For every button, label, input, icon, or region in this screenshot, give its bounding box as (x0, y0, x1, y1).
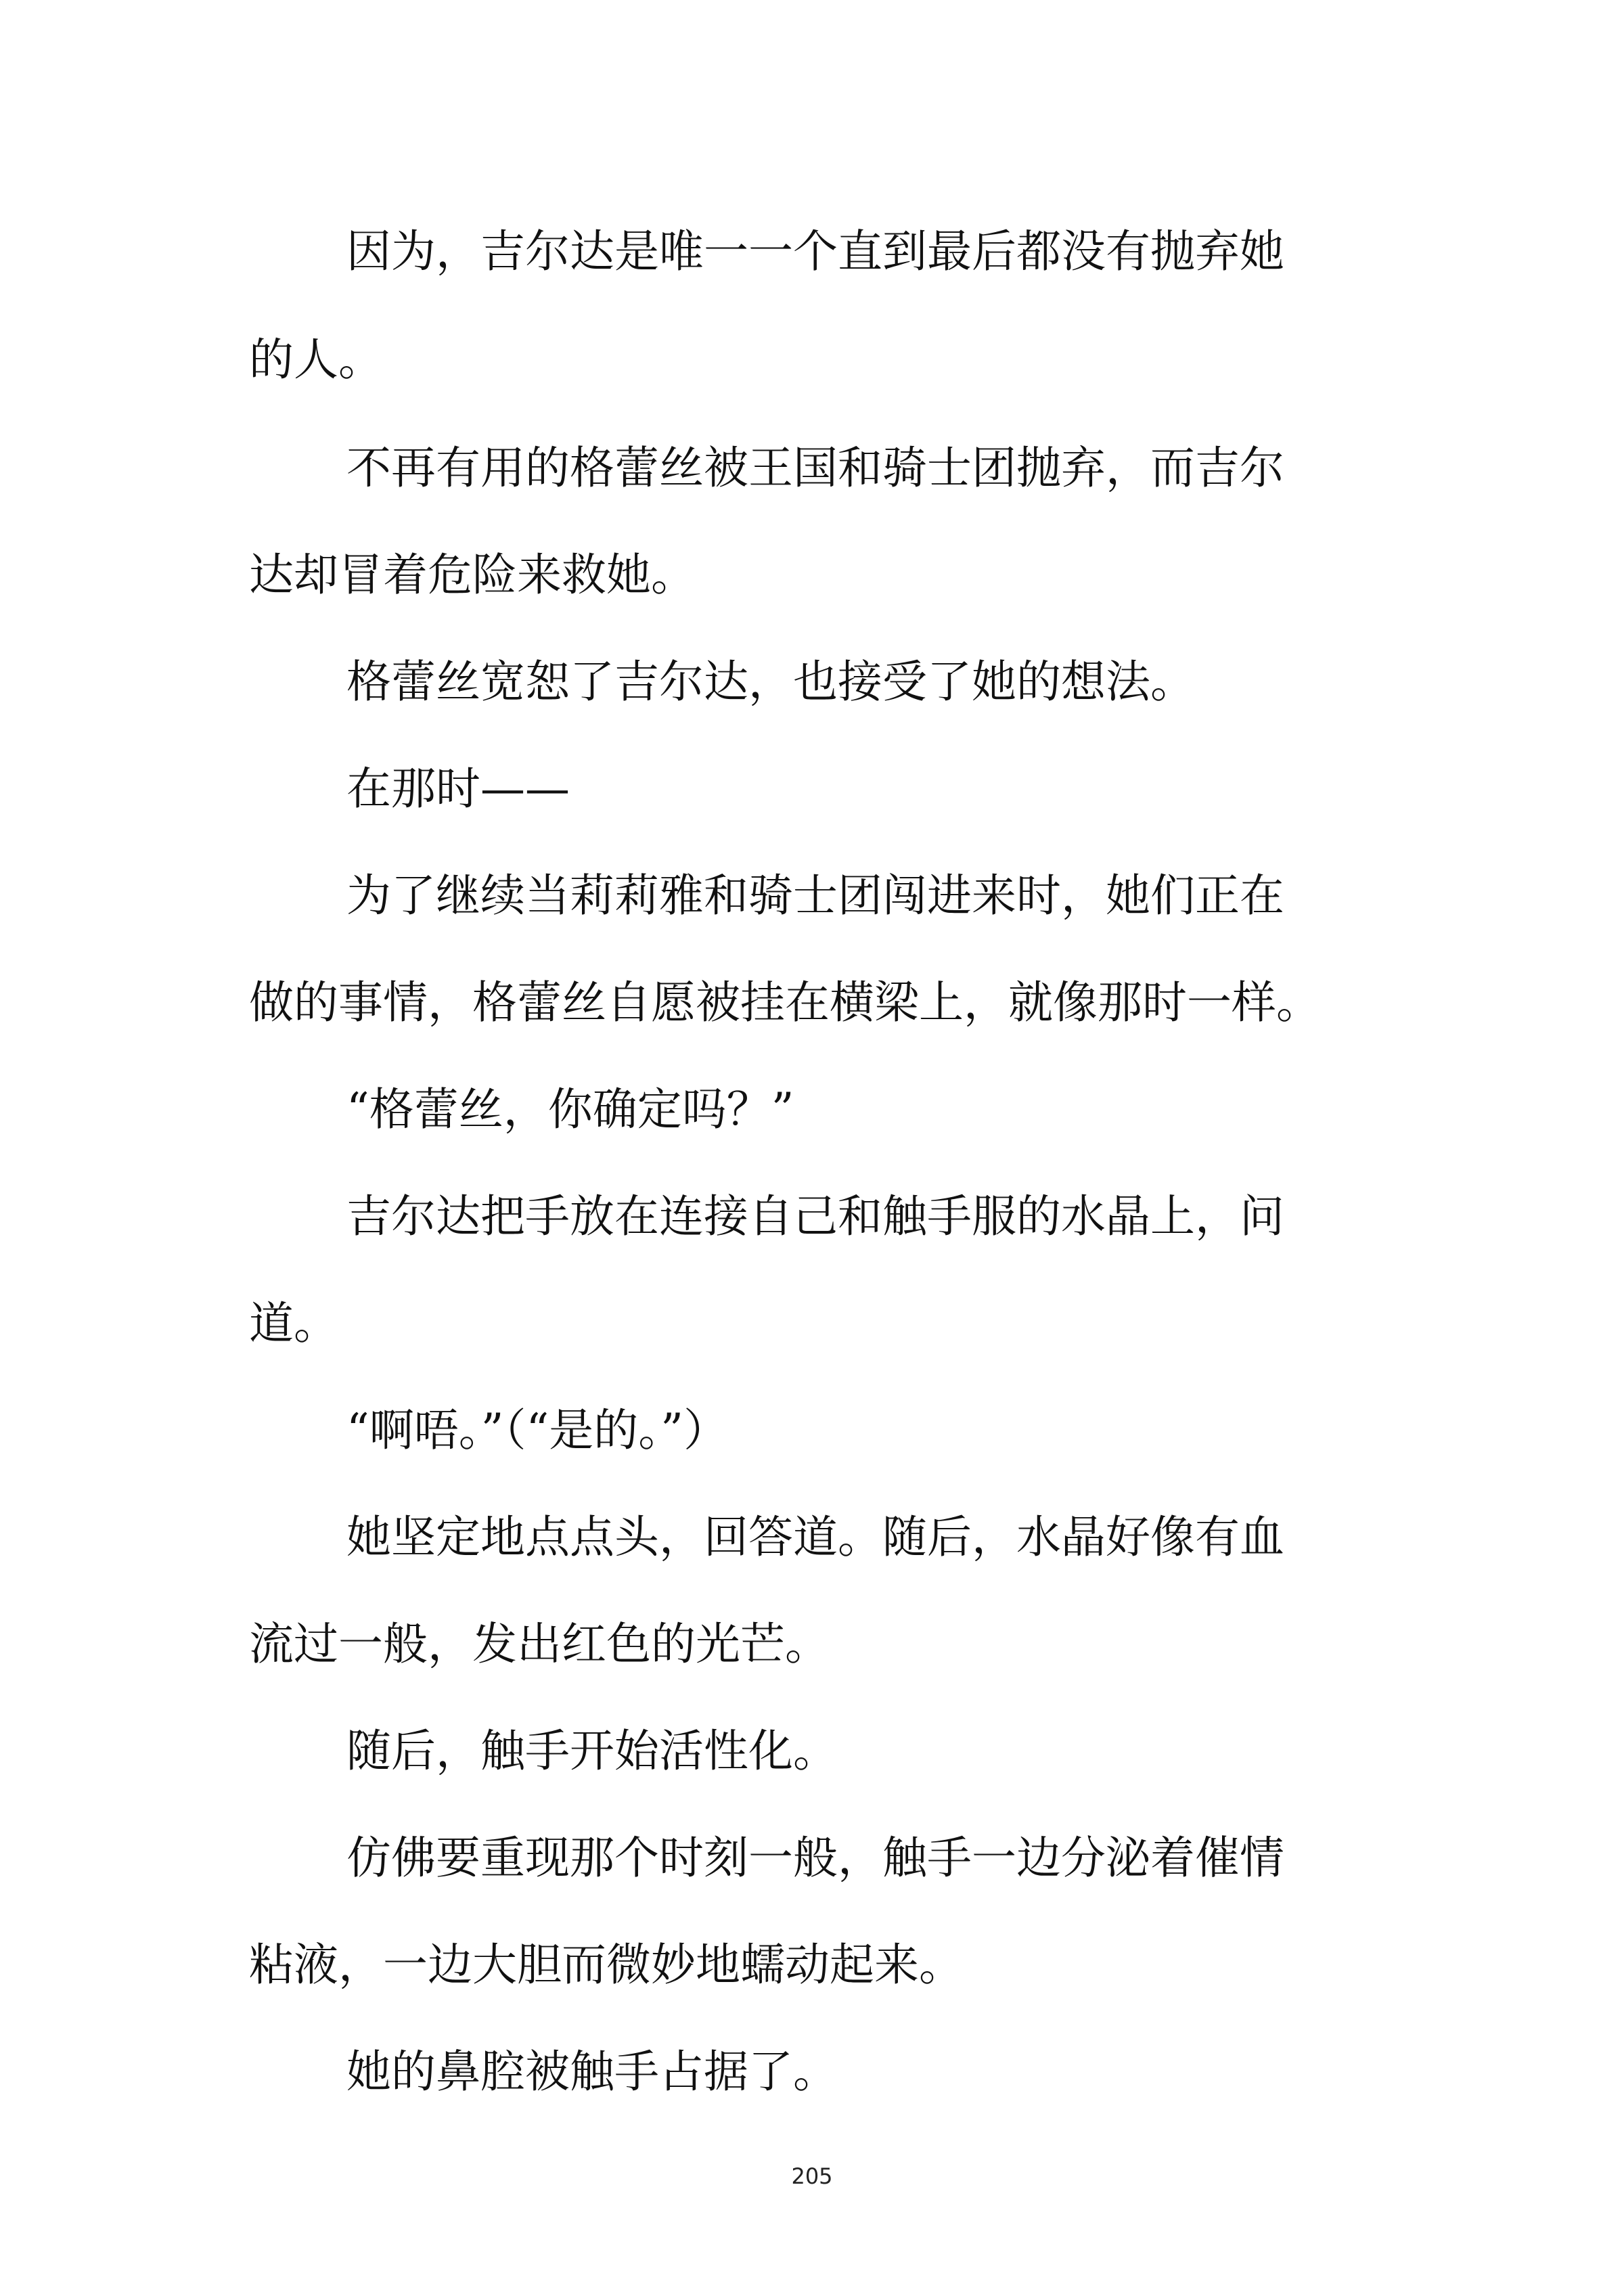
text-line: 不再有用的格蕾丝被王国和骑士团抛弃，而吉尔 (346, 442, 1284, 494)
text-line: 吉尔达把手放在连接自己和触手服的水晶上，问 (346, 1190, 1284, 1242)
text-line: 粘液，一边大胆而微妙地蠕动起来。 (249, 1939, 964, 1991)
text-line: 她的鼻腔被触手占据了。 (346, 2046, 838, 2098)
page-number: 205 (791, 2163, 833, 2189)
text-line: 因为，吉尔达是唯一一个直到最后都没有抛弃她 (346, 225, 1284, 277)
text-line: 做的事情，格蕾丝自愿被挂在横梁上，就像那时一样。 (249, 976, 1321, 1029)
text-line: 在那时—— (346, 763, 570, 815)
text-line: 随后，触手开始活性化。 (346, 1725, 838, 1777)
text-line: 为了继续当莉莉雅和骑士团闯进来时，她们正在 (346, 870, 1284, 922)
text-line: 的人。 (249, 334, 383, 386)
text-line: 流过一般，发出红色的光芒。 (249, 1618, 830, 1670)
text-line: 达却冒着危险来救她。 (249, 549, 696, 601)
text-line: 仿佛要重现那个时刻一般，触手一边分泌着催情 (346, 1832, 1284, 1884)
text-line: “啊唔。”（“是的。”） (346, 1404, 728, 1456)
text-line: “格蕾丝，你确定吗？” (346, 1083, 794, 1135)
text-line: 道。 (249, 1297, 338, 1349)
text-line: 格蕾丝宽恕了吉尔达，也接受了她的想法。 (346, 656, 1195, 708)
text-line: 她坚定地点点头，回答道。随后，水晶好像有血 (346, 1511, 1284, 1563)
